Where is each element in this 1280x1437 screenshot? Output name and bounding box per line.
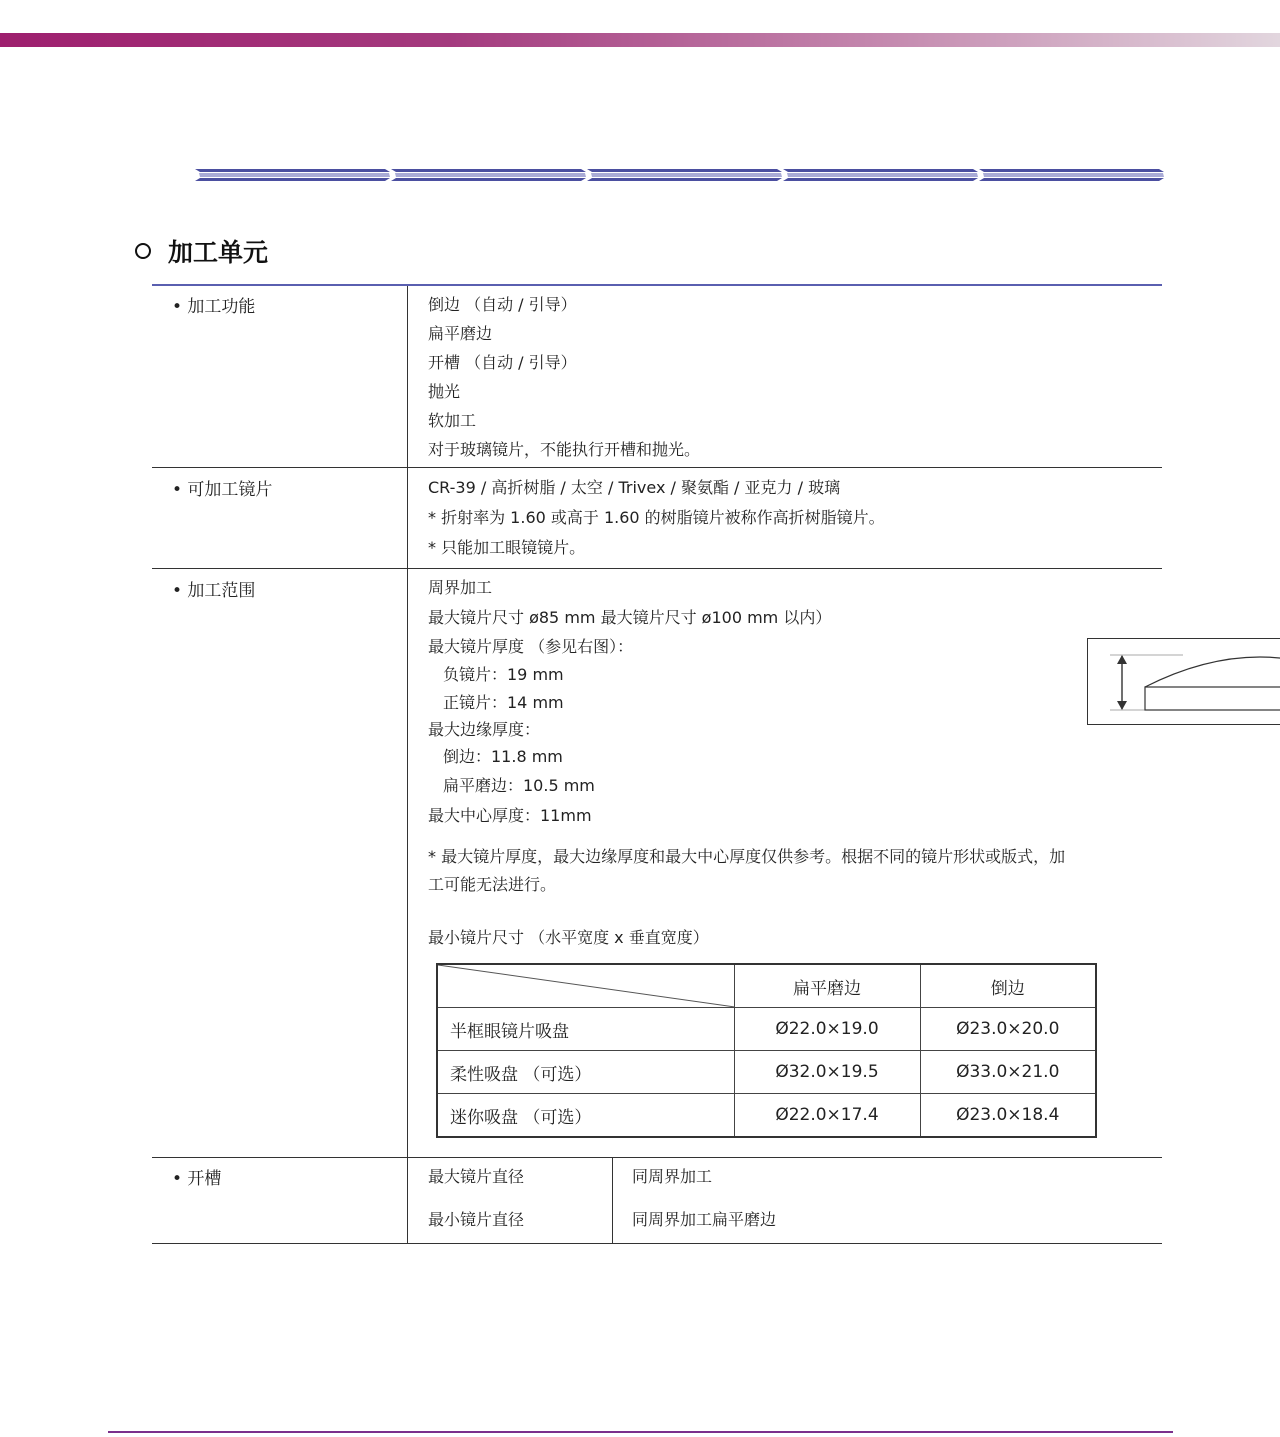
- row-label-range: • 加工范围: [172, 581, 256, 601]
- min-size-table: [436, 963, 1097, 1138]
- groove-min-value: 同周界加工扁平磨边: [632, 1210, 777, 1229]
- table-row: [437, 1094, 1096, 1138]
- table-row: [437, 1008, 1096, 1051]
- range-neg-lens: 负镜片：19 mm: [443, 665, 564, 684]
- section-title: [135, 234, 268, 268]
- function-item: 软加工: [428, 411, 477, 430]
- min-table-header-row: [437, 964, 1096, 1008]
- range-note-line1: * 最大镜片厚度，最大边缘厚度和最大中心厚度仅供参考。根据不同的镜片形状或版式，加: [428, 847, 1066, 866]
- decorative-header-bars: [195, 168, 1165, 182]
- cup-name: 迷你吸盘 （可选）: [437, 1094, 734, 1138]
- bevel-value: Ø23.0×20.0: [920, 1008, 1096, 1051]
- groove-label-col: [408, 1158, 613, 1243]
- cup-name: 柔性吸盘 （可选）: [437, 1051, 734, 1094]
- flat-value: Ø22.0×17.4: [734, 1094, 920, 1138]
- function-note: 对于玻璃镜片，不能执行开槽和抛光。: [428, 440, 701, 459]
- groove-value-col: [613, 1158, 776, 1243]
- function-item: 倒边 （自动 / 引导）: [428, 295, 577, 314]
- row-groove: [152, 1158, 1162, 1244]
- lens-materials: CR-39 / 高折树脂 / 太空 / Trivex / 聚氨酯 / 亚克力 / 玻璃: [428, 478, 841, 497]
- function-item: 抛光: [428, 382, 461, 401]
- row-label-groove: • 开槽: [172, 1169, 222, 1189]
- row-label-lenses: • 可加工镜片: [172, 480, 273, 500]
- table-row: [437, 1051, 1096, 1094]
- footer-rule: [108, 1431, 1173, 1433]
- row-lenses: [152, 468, 1162, 569]
- min-size-title: 最小镜片尺寸 （水平宽度 x 垂直宽度）: [428, 928, 709, 947]
- row-content-range: [407, 569, 1162, 1157]
- row-content-groove: [407, 1158, 1162, 1243]
- row-functions: [152, 284, 1162, 468]
- cup-name: 半框眼镜片吸盘: [437, 1008, 734, 1051]
- diagonal-header-cell: [437, 964, 734, 1008]
- range-max-thickness: 最大镜片厚度 （参见右图）：: [428, 637, 634, 656]
- header-flat: 扁平磨边: [734, 964, 920, 1008]
- range-bevel: 倒边：11.8 mm: [443, 747, 563, 766]
- row-content-lenses: [407, 468, 1162, 568]
- function-item: 扁平磨边: [428, 324, 493, 343]
- function-item: 开槽 （自动 / 引导）: [428, 353, 577, 372]
- spec-table: [152, 284, 1162, 1244]
- lens-note: * 只能加工眼镜镜片。: [428, 538, 586, 557]
- top-gradient-band: [0, 33, 1280, 47]
- bevel-value: Ø23.0×18.4: [920, 1094, 1096, 1138]
- range-max-edge: 最大边缘厚度：: [428, 720, 541, 739]
- range-pos-lens: 正镜片：14 mm: [443, 693, 564, 712]
- groove-max-value: 同周界加工: [632, 1167, 713, 1186]
- flat-value: Ø22.0×19.0: [734, 1008, 920, 1051]
- range-note-line2: 工可能无法进行。: [428, 875, 557, 894]
- section-title-text: 加工单元: [168, 238, 269, 267]
- groove-min-label: 最小镜片直径: [428, 1210, 525, 1229]
- lens-thickness-diagram: [1087, 638, 1280, 725]
- range-perimeter: 周界加工: [428, 578, 493, 597]
- circle-bullet-icon: [135, 243, 151, 259]
- header-bevel: 倒边: [920, 964, 1096, 1008]
- range-max-center: 最大中心厚度：11mm: [428, 806, 592, 825]
- range-max-size: 最大镜片尺寸 ø85 mm 最大镜片尺寸 ø100 mm 以内）: [428, 608, 832, 627]
- row-content-functions: [407, 286, 1162, 467]
- row-label-functions: • 加工功能: [172, 297, 256, 317]
- groove-max-label: 最大镜片直径: [428, 1167, 525, 1186]
- lens-note: * 折射率为 1.60 或高于 1.60 的树脂镜片被称作高折树脂镜片。: [428, 508, 885, 527]
- bevel-value: Ø33.0×21.0: [920, 1051, 1096, 1094]
- range-flat: 扁平磨边：10.5 mm: [443, 776, 595, 795]
- row-range: [152, 569, 1162, 1158]
- flat-value: Ø32.0×19.5: [734, 1051, 920, 1094]
